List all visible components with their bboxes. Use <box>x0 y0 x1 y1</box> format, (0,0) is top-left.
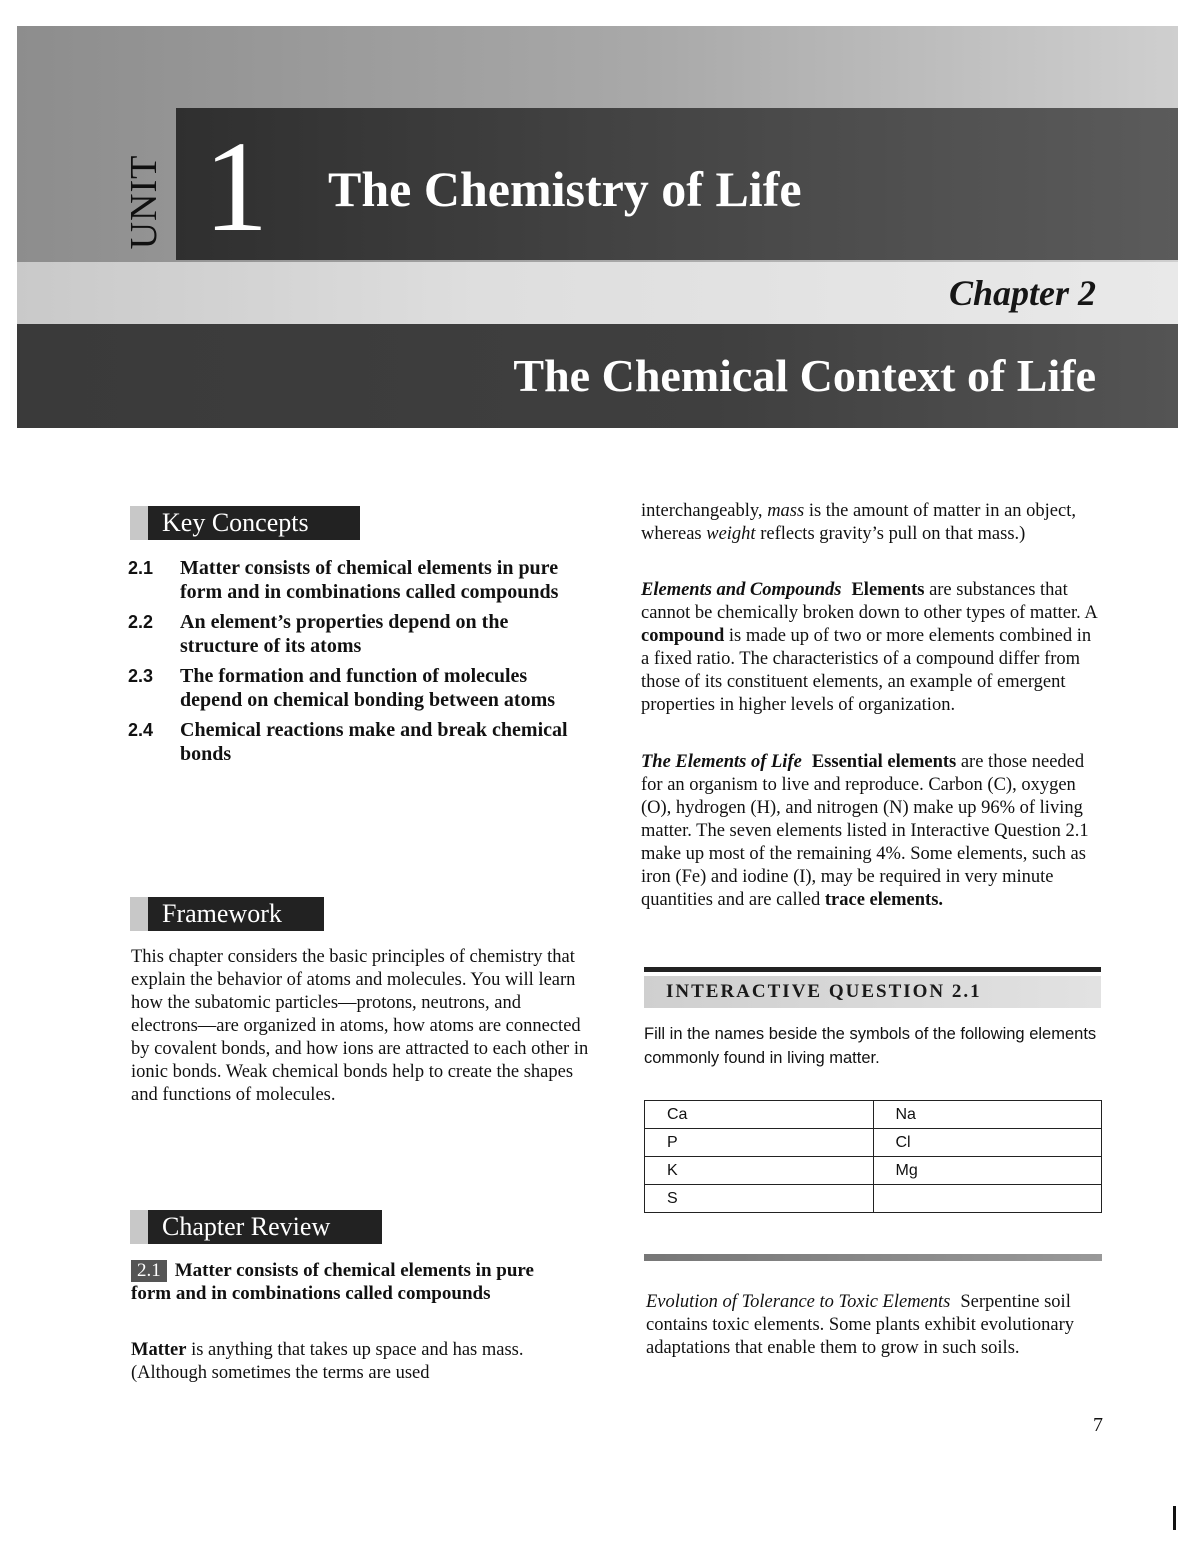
table-row <box>645 1157 1102 1185</box>
text-run: is the amount of matter in an object, whereas <box>641 501 1076 544</box>
table-row <box>645 1185 1102 1213</box>
interactive-question-top-rule <box>644 967 1101 972</box>
term-weight: weight <box>706 524 756 544</box>
term-compound: compound <box>641 626 725 646</box>
term-mass: mass <box>767 501 805 521</box>
concept-text: Chemical reactions make and break chemical bonds <box>180 719 568 765</box>
text-run: are substances that cannot be chemically broken down to other types of matter. A <box>641 580 1097 623</box>
chapter-label: Chapter 2 <box>948 273 1096 313</box>
concept-number: 2.4 <box>128 720 154 740</box>
unit-number: 1 <box>203 115 269 259</box>
table-cell[interactable]: Cl <box>873 1129 1102 1157</box>
continuation-paragraph <box>641 500 1101 546</box>
concept-number: 2.3 <box>128 666 154 686</box>
table-cell[interactable]: Mg <box>873 1157 1102 1185</box>
framework-heading: Framework <box>130 897 324 931</box>
text-run: reflects gravity’s pull on that mass.) <box>755 524 1026 544</box>
elements-compounds-paragraph <box>641 579 1101 717</box>
key-concepts-list <box>128 556 588 772</box>
key-concepts-heading: Key Concepts <box>130 506 360 540</box>
text-run: interchangeably, <box>641 501 768 521</box>
table-cell[interactable]: Na <box>873 1101 1102 1129</box>
interactive-question-title: INTERACTIVE QUESTION 2.1 <box>666 981 982 1002</box>
table-cell[interactable]: Ca <box>645 1101 874 1129</box>
matter-paragraph <box>131 1339 551 1385</box>
framework-text: This chapter considers the basic principles of chemistry that explain the behavior of atoms and molecules. You will learn how the subatomic particles—protons, neutrons, and electrons—are organized in atoms, how atoms are connected by covalent bonds, and how ions are attracted to each other in ionic bonds. Weak chemical bonds help to create the shapes and functions of molecules. <box>131 947 589 1105</box>
concept-text: An element’s properties depend on the structure of its atoms <box>180 611 509 657</box>
paragraph-lead: The Elements of Life <box>641 752 802 772</box>
table-cell[interactable]: P <box>645 1129 874 1157</box>
table-cell[interactable]: K <box>645 1157 874 1185</box>
key-concept-item <box>128 610 588 658</box>
chapter-title: The Chemical Context of Life <box>513 350 1096 401</box>
table-cell[interactable]: S <box>645 1185 874 1213</box>
concept-number: 2.1 <box>128 558 154 578</box>
review-section-title: Matter consists of chemical elements in pure form and in combinations called compounds <box>131 1260 534 1304</box>
term-essential-elements: Essential elements <box>811 752 957 772</box>
chapter-review-heading: Chapter Review <box>130 1210 382 1244</box>
section-number-badge: 2.1 <box>131 1260 167 1282</box>
table-row <box>645 1101 1102 1129</box>
evolution-text: Serpentine soil contains toxic elements. Some plants exhibit evolutionary adaptations that enable them to grow in such soils. <box>646 1292 1074 1358</box>
paragraph-lead: Evolution of Tolerance to Toxic Elements <box>646 1292 951 1312</box>
table-row <box>645 1129 1102 1157</box>
concept-text: The formation and function of molecules depend on chemical bonding between atoms <box>180 665 556 711</box>
unit-title: The Chemistry of Life <box>328 161 802 217</box>
table-cell[interactable] <box>873 1185 1102 1213</box>
concept-text: Matter consists of chemical elements in pure form and in combinations called compounds <box>180 557 559 603</box>
text-run: is made up of two or more elements combined in a fixed ratio. The characteristics of a compound differ from those of its constituent elements, an example of emergent properties in higher levels of organization. <box>641 626 1092 715</box>
paragraph-lead: Elements and Compounds <box>641 580 842 600</box>
term-elements: Elements <box>851 580 925 600</box>
scan-edge-mark <box>1173 1506 1176 1530</box>
term-trace-elements: trace elements. <box>824 890 944 910</box>
interactive-question-prompt: Fill in the names beside the symbols of the following elements commonly found in living matter. <box>644 1025 1097 1067</box>
key-concept-item <box>128 556 588 604</box>
key-concept-item <box>128 718 588 766</box>
evolution-paragraph <box>646 1291 1102 1360</box>
key-concept-item <box>128 664 588 712</box>
concept-number: 2.2 <box>128 612 154 632</box>
review-section-heading <box>131 1259 551 1305</box>
interactive-question-bottom-rule <box>644 1254 1102 1261</box>
text-run: are those needed for an organism to live and reproduce. Carbon (C), oxygen (O), hydrogen (H), and nitrogen (N) make up 96% of living matter. The seven elements listed in Interactive Question 2.1 make up most of the remaining 4%. Some elements, such as iron (Fe) and iodine (I), may be required in very minute quantities and are called <box>641 752 1089 910</box>
elements-of-life-paragraph <box>641 751 1101 912</box>
page-number: 7 <box>1093 1414 1103 1436</box>
unit-word: UNIT <box>123 154 165 250</box>
term-matter: Matter <box>131 1340 187 1360</box>
element-symbol-table <box>644 1100 1102 1213</box>
matter-text: is anything that takes up space and has mass. (Although sometimes the terms are used <box>131 1340 524 1383</box>
